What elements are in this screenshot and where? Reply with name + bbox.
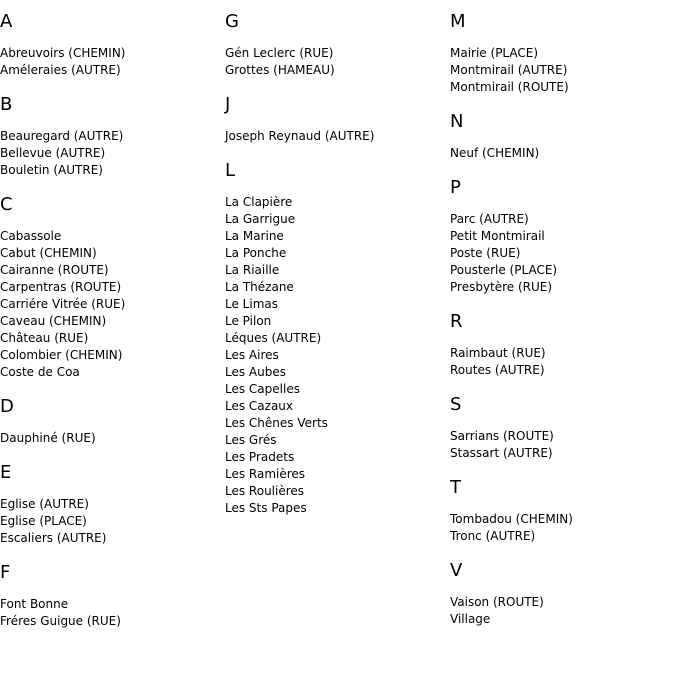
street-link[interactable]: La Ponche <box>225 246 287 260</box>
street-list <box>225 194 445 517</box>
street-link[interactable]: Font Bonne <box>0 597 69 611</box>
street-link[interactable]: Colombier (CHEMIN) <box>0 348 123 362</box>
section-letter-heading: R <box>450 311 463 332</box>
street-link[interactable]: Escaliers (AUTRE) <box>0 531 107 545</box>
street-link[interactable]: Routes (AUTRE) <box>450 363 545 377</box>
letter-section <box>225 12 445 79</box>
section-letter-heading: F <box>0 562 11 583</box>
street-link[interactable]: Tombadou (CHEMIN) <box>450 512 573 526</box>
street-link[interactable]: Le Pilon <box>225 314 272 328</box>
street-link[interactable]: Les Capelles <box>225 382 300 396</box>
street-list <box>0 596 220 630</box>
street-link[interactable]: Grottes (HAMEAU) <box>225 63 335 77</box>
street-link[interactable]: Poste (RUE) <box>450 246 521 260</box>
street-link[interactable]: Beauregard (AUTRE) <box>0 129 124 143</box>
street-link[interactable]: La Riaille <box>225 263 280 277</box>
letter-section <box>0 95 220 179</box>
street-link[interactable]: La Garrigue <box>225 212 296 226</box>
street-link[interactable]: La Marine <box>225 229 284 243</box>
letter-section <box>225 161 445 517</box>
street-link[interactable]: Caveau (CHEMIN) <box>0 314 107 328</box>
street-list <box>225 128 445 145</box>
street-link[interactable]: Abreuvoirs (CHEMIN) <box>0 46 126 60</box>
street-link[interactable]: Mairie (PLACE) <box>450 46 539 60</box>
street-list <box>0 45 220 79</box>
street-link[interactable]: Presbytère (RUE) <box>450 280 553 294</box>
street-list <box>450 511 670 545</box>
section-letter-heading: B <box>0 94 13 115</box>
street-link[interactable]: Les Pradets <box>225 450 295 464</box>
street-link[interactable]: Les Cazaux <box>225 399 294 413</box>
street-link[interactable]: Château (RUE) <box>0 331 89 345</box>
street-list <box>450 211 670 296</box>
section-letter-heading: L <box>225 160 236 181</box>
section-letter-heading: N <box>450 111 464 132</box>
street-link[interactable]: Cabut (CHEMIN) <box>0 246 97 260</box>
street-list <box>0 430 220 447</box>
street-link[interactable]: Dauphiné (RUE) <box>0 431 96 445</box>
street-link[interactable]: Les Ramières <box>225 467 306 481</box>
street-link[interactable]: Cabassole <box>0 229 62 243</box>
street-link[interactable]: Carriére Vitrée (RUE) <box>0 297 126 311</box>
street-link[interactable]: Vaison (ROUTE) <box>450 595 544 609</box>
letter-section <box>450 112 670 162</box>
street-link[interactable]: Cairanne (ROUTE) <box>0 263 109 277</box>
street-link[interactable]: Les Chênes Verts <box>225 416 328 430</box>
letter-section <box>0 563 220 630</box>
street-list <box>450 428 670 462</box>
street-index-column-1 <box>0 12 220 646</box>
street-link[interactable]: Carpentras (ROUTE) <box>0 280 122 294</box>
letter-section <box>0 397 220 447</box>
street-link[interactable]: Sarrians (ROUTE) <box>450 429 554 443</box>
street-link[interactable]: La Thézane <box>225 280 294 294</box>
street-link[interactable]: Eglise (AUTRE) <box>0 497 89 511</box>
street-list <box>0 128 220 179</box>
letter-section <box>450 312 670 379</box>
street-link[interactable]: Le Limas <box>225 297 278 311</box>
street-link[interactable]: Tronc (AUTRE) <box>450 529 536 543</box>
letter-section <box>0 195 220 381</box>
street-link[interactable]: Les Sts Papes <box>225 501 307 515</box>
street-link[interactable]: Petit Montmirail <box>450 229 545 243</box>
letter-section <box>0 463 220 547</box>
section-letter-heading: P <box>450 177 461 198</box>
section-letter-heading: J <box>225 94 231 115</box>
letter-section <box>225 95 445 145</box>
street-link[interactable]: Joseph Reynaud (AUTRE) <box>225 129 375 143</box>
street-link[interactable]: Pousterle (PLACE) <box>450 263 558 277</box>
street-list <box>0 496 220 547</box>
street-list <box>450 345 670 379</box>
section-letter-heading: D <box>0 396 14 417</box>
street-list <box>0 228 220 381</box>
street-link[interactable]: Neuf (CHEMIN) <box>450 146 540 160</box>
section-letter-heading: A <box>0 11 13 32</box>
section-letter-heading: M <box>450 11 466 32</box>
street-link[interactable]: Bellevue (AUTRE) <box>0 146 106 160</box>
street-link[interactable]: Village <box>450 612 491 626</box>
letter-section <box>450 395 670 462</box>
street-link[interactable]: Raimbaut (RUE) <box>450 346 546 360</box>
section-letter-heading: E <box>0 462 12 483</box>
street-link[interactable]: Gén Leclerc (RUE) <box>225 46 334 60</box>
street-link[interactable]: Stassart (AUTRE) <box>450 446 553 460</box>
letter-section <box>0 12 220 79</box>
street-link[interactable]: Coste de Coa <box>0 365 80 379</box>
street-link[interactable]: Les Grés <box>225 433 277 447</box>
street-link[interactable]: Les Roulières <box>225 484 305 498</box>
street-link[interactable]: Bouletin (AUTRE) <box>0 163 103 177</box>
street-link[interactable]: Eglise (PLACE) <box>0 514 87 528</box>
section-letter-heading: G <box>225 11 239 32</box>
street-link[interactable]: Léques (AUTRE) <box>225 331 322 345</box>
street-index-column-3 <box>450 12 670 644</box>
street-link[interactable]: Les Aubes <box>225 365 286 379</box>
section-letter-heading: S <box>450 394 462 415</box>
street-link[interactable]: Améleraies (AUTRE) <box>0 63 121 77</box>
letter-section <box>450 12 670 96</box>
letter-section <box>450 178 670 296</box>
street-link[interactable]: Montmirail (ROUTE) <box>450 80 569 94</box>
letter-section <box>450 478 670 545</box>
street-link[interactable]: La Clapière <box>225 195 293 209</box>
section-letter-heading: C <box>0 194 13 215</box>
street-link[interactable]: Les Aires <box>225 348 279 362</box>
street-link[interactable]: Montmirail (AUTRE) <box>450 63 568 77</box>
letter-section <box>450 561 670 628</box>
street-list <box>225 45 445 79</box>
section-letter-heading: T <box>450 477 461 498</box>
street-list <box>450 594 670 628</box>
street-link[interactable]: Parc (AUTRE) <box>450 212 529 226</box>
street-index-column-2 <box>225 12 445 533</box>
section-letter-heading: V <box>450 560 463 581</box>
street-list <box>450 145 670 162</box>
street-list <box>450 45 670 96</box>
street-link[interactable]: Fréres Guigue (RUE) <box>0 614 121 628</box>
